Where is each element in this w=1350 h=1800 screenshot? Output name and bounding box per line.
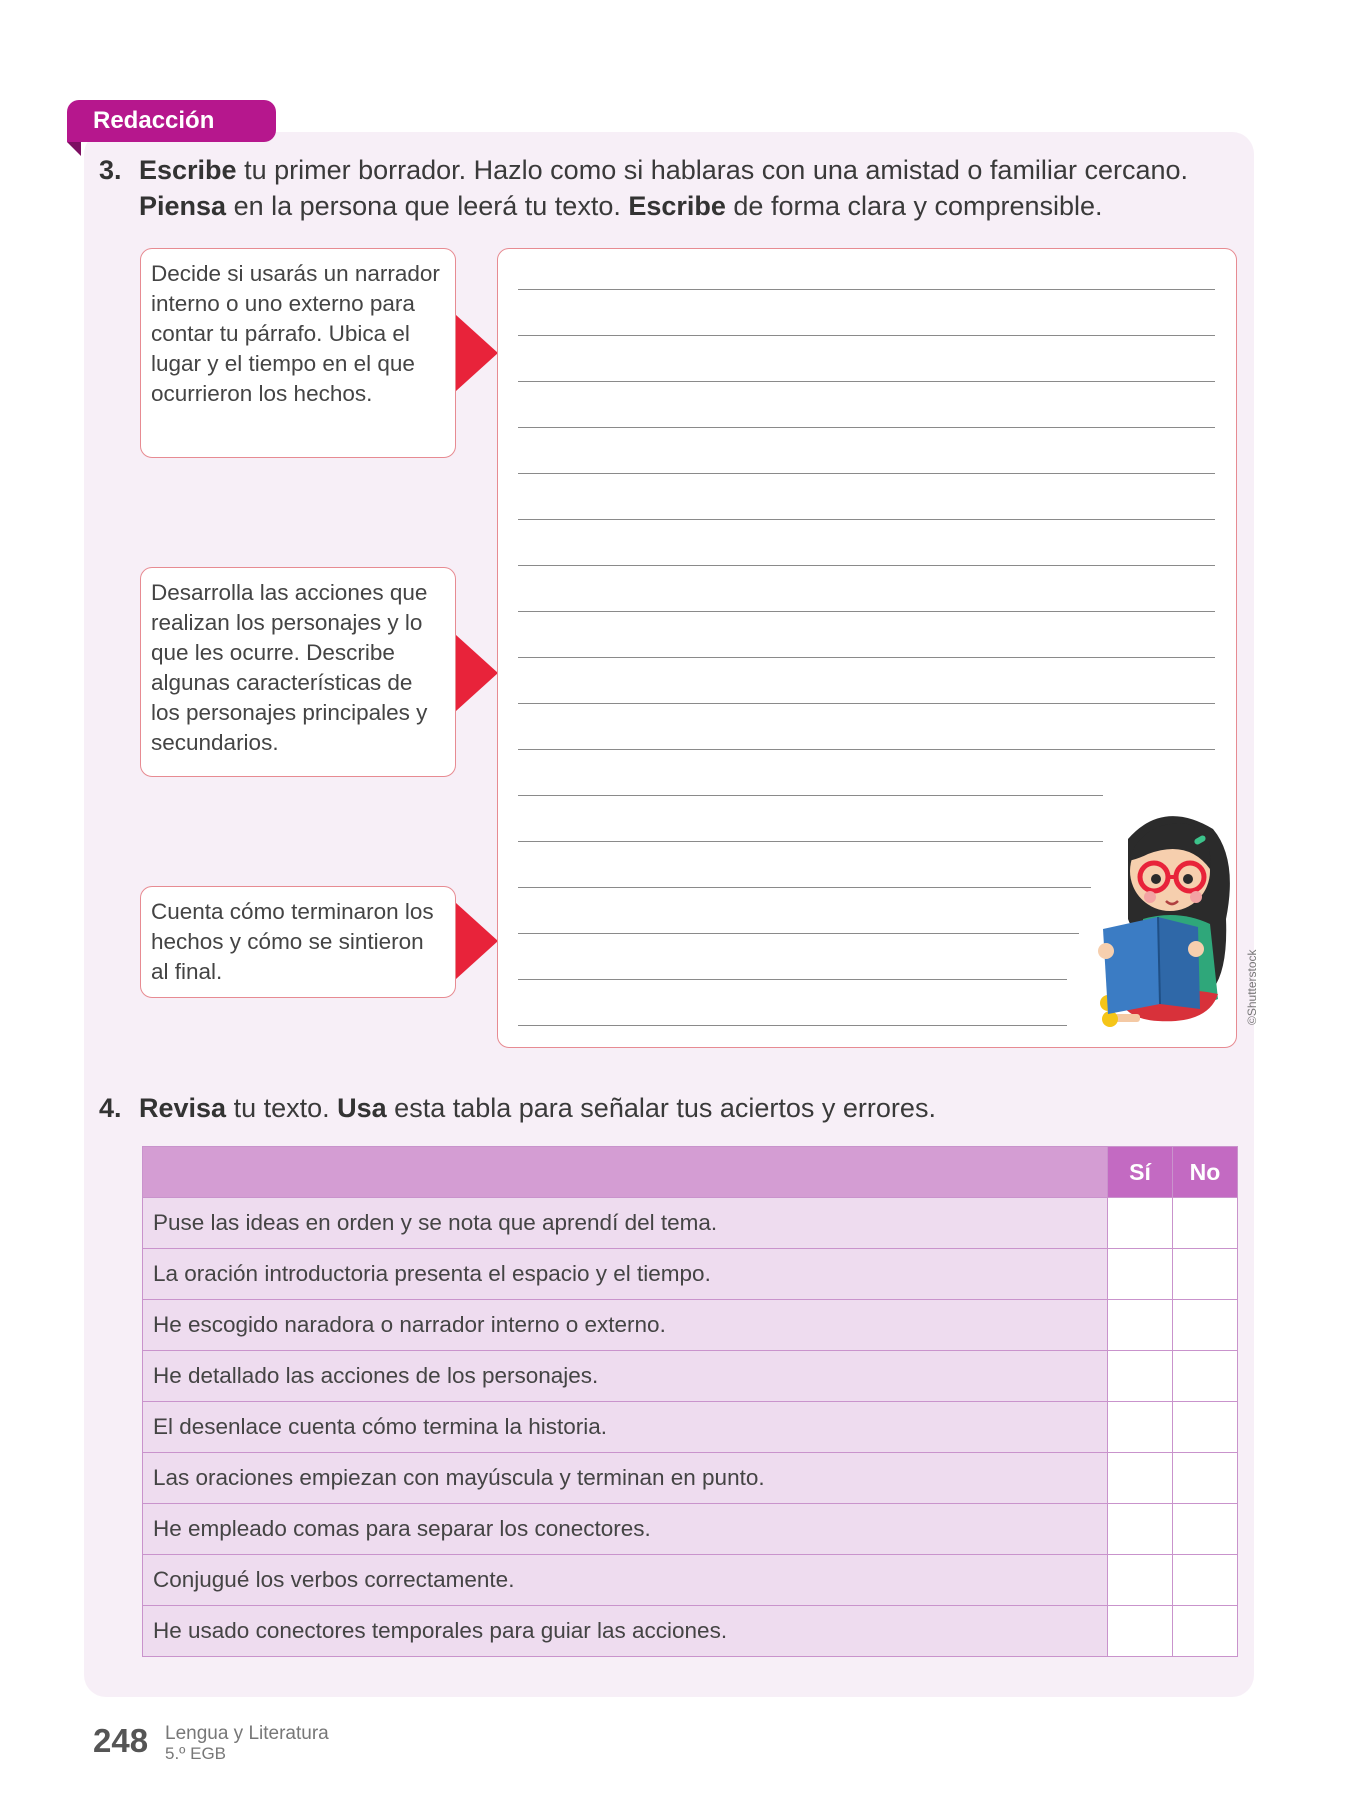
writing-line[interactable] (518, 1025, 1067, 1026)
question-4-instruction (139, 1090, 936, 1126)
section-tag: Redacción (67, 100, 276, 142)
table-header-blank (143, 1147, 1108, 1198)
image-credit: ©Shutterstock (1245, 949, 1259, 1025)
criterion-text: Las oraciones empiezan con mayúscula y terminan en punto. (143, 1453, 1108, 1504)
writing-area[interactable] (497, 248, 1237, 1048)
self-check-table (142, 1146, 1238, 1657)
criterion-text: Puse las ideas en orden y se nota que aprendí del tema. (143, 1198, 1108, 1249)
criterion-text: He empleado comas para separar los conectores. (143, 1504, 1108, 1555)
yes-checkbox[interactable] (1108, 1453, 1173, 1504)
girl-reading-illustration (1088, 799, 1238, 1029)
q4-verb-revisa: Revisa (139, 1093, 227, 1123)
table-row (143, 1453, 1238, 1504)
criterion-text: He detallado las acciones de los personajes. (143, 1351, 1108, 1402)
q4-verb-usa: Usa (337, 1093, 387, 1123)
writing-line[interactable] (518, 473, 1215, 474)
page-number: 248 (93, 1722, 149, 1759)
yes-checkbox[interactable] (1108, 1504, 1173, 1555)
writing-line[interactable] (518, 427, 1215, 428)
table-header-row (143, 1147, 1238, 1198)
q3-line2-text-a: en la persona que leerá tu texto. (226, 191, 629, 221)
writing-line[interactable] (518, 611, 1215, 612)
no-checkbox[interactable] (1173, 1351, 1238, 1402)
writing-line[interactable] (518, 519, 1215, 520)
q3-line1-text: tu primer borrador. Hazlo como si hablaras con una amistad o familiar cercano. (236, 155, 1188, 185)
yes-checkbox[interactable] (1108, 1300, 1173, 1351)
column-header-yes: Sí (1108, 1147, 1173, 1198)
hint-arrow-1 (456, 315, 498, 391)
q4-text-a: tu texto. (226, 1093, 338, 1123)
writing-line[interactable] (518, 887, 1091, 888)
q4-text-b: esta tabla para señalar tus aciertos y errores. (386, 1093, 936, 1123)
criterion-text: He usado conectores temporales para guiar las acciones. (143, 1606, 1108, 1657)
writing-line[interactable] (518, 933, 1079, 934)
question-3-line-2 (139, 188, 1103, 224)
no-checkbox[interactable] (1173, 1504, 1238, 1555)
question-4-number: 4. (99, 1093, 122, 1123)
writing-line[interactable] (518, 703, 1215, 704)
writing-line[interactable] (518, 335, 1215, 336)
no-checkbox[interactable] (1173, 1453, 1238, 1504)
footer-grade: 5.º EGB (165, 1744, 227, 1763)
no-checkbox[interactable] (1173, 1249, 1238, 1300)
writing-line[interactable] (518, 381, 1215, 382)
question-3-line-1 (139, 152, 1188, 188)
column-header-no: No (1173, 1147, 1238, 1198)
table-row (143, 1504, 1238, 1555)
yes-checkbox[interactable] (1108, 1606, 1173, 1657)
writing-line[interactable] (518, 565, 1215, 566)
q3-verb-escribe: Escribe (139, 155, 237, 185)
no-checkbox[interactable] (1173, 1198, 1238, 1249)
hint-arrow-2 (456, 635, 498, 711)
writing-line[interactable] (518, 289, 1215, 290)
criterion-text: He escogido naradora o narrador interno o externo. (143, 1300, 1108, 1351)
yes-checkbox[interactable] (1108, 1555, 1173, 1606)
hint-arrow-3 (456, 903, 498, 979)
writing-line[interactable] (518, 795, 1103, 796)
writing-line[interactable] (518, 979, 1067, 980)
criterion-text: El desenlace cuenta cómo termina la historia. (143, 1402, 1108, 1453)
table-row (143, 1402, 1238, 1453)
hint-box-ending: Cuenta cómo terminaron los hechos y cómo se sintieron al final. (140, 886, 456, 998)
table-row (143, 1198, 1238, 1249)
criterion-text: La oración introductoria presenta el espacio y el tiempo. (143, 1249, 1108, 1300)
table-row (143, 1300, 1238, 1351)
no-checkbox[interactable] (1173, 1606, 1238, 1657)
no-checkbox[interactable] (1173, 1555, 1238, 1606)
footer-subject: Lengua y Literatura (165, 1723, 329, 1744)
writing-line[interactable] (518, 841, 1103, 842)
section-tag-fold (67, 142, 81, 156)
q3-verb-piensa: Piensa (139, 191, 227, 221)
table-row (143, 1606, 1238, 1657)
no-checkbox[interactable] (1173, 1402, 1238, 1453)
criterion-text: Conjugué los verbos correctamente. (143, 1555, 1108, 1606)
table-row (143, 1351, 1238, 1402)
hint-box-development: Desarrolla las acciones que realizan los personajes y lo que les ocurre. Describe algunas características de los personajes principales y secundarios. (140, 567, 456, 777)
yes-checkbox[interactable] (1108, 1198, 1173, 1249)
writing-line[interactable] (518, 657, 1215, 658)
yes-checkbox[interactable] (1108, 1351, 1173, 1402)
q3-line2-text-b: de forma clara y comprensible. (725, 191, 1103, 221)
q3-verb-escribe-2: Escribe (628, 191, 726, 221)
writing-line[interactable] (518, 749, 1215, 750)
question-3-number: 3. (99, 155, 122, 185)
yes-checkbox[interactable] (1108, 1249, 1173, 1300)
table-row (143, 1249, 1238, 1300)
no-checkbox[interactable] (1173, 1300, 1238, 1351)
table-row (143, 1555, 1238, 1606)
yes-checkbox[interactable] (1108, 1402, 1173, 1453)
hint-box-beginning: Decide si usarás un narrador interno o uno externo para contar tu párrafo. Ubica el lugar y el tiempo en el que ocurrieron los hechos. (140, 248, 456, 458)
